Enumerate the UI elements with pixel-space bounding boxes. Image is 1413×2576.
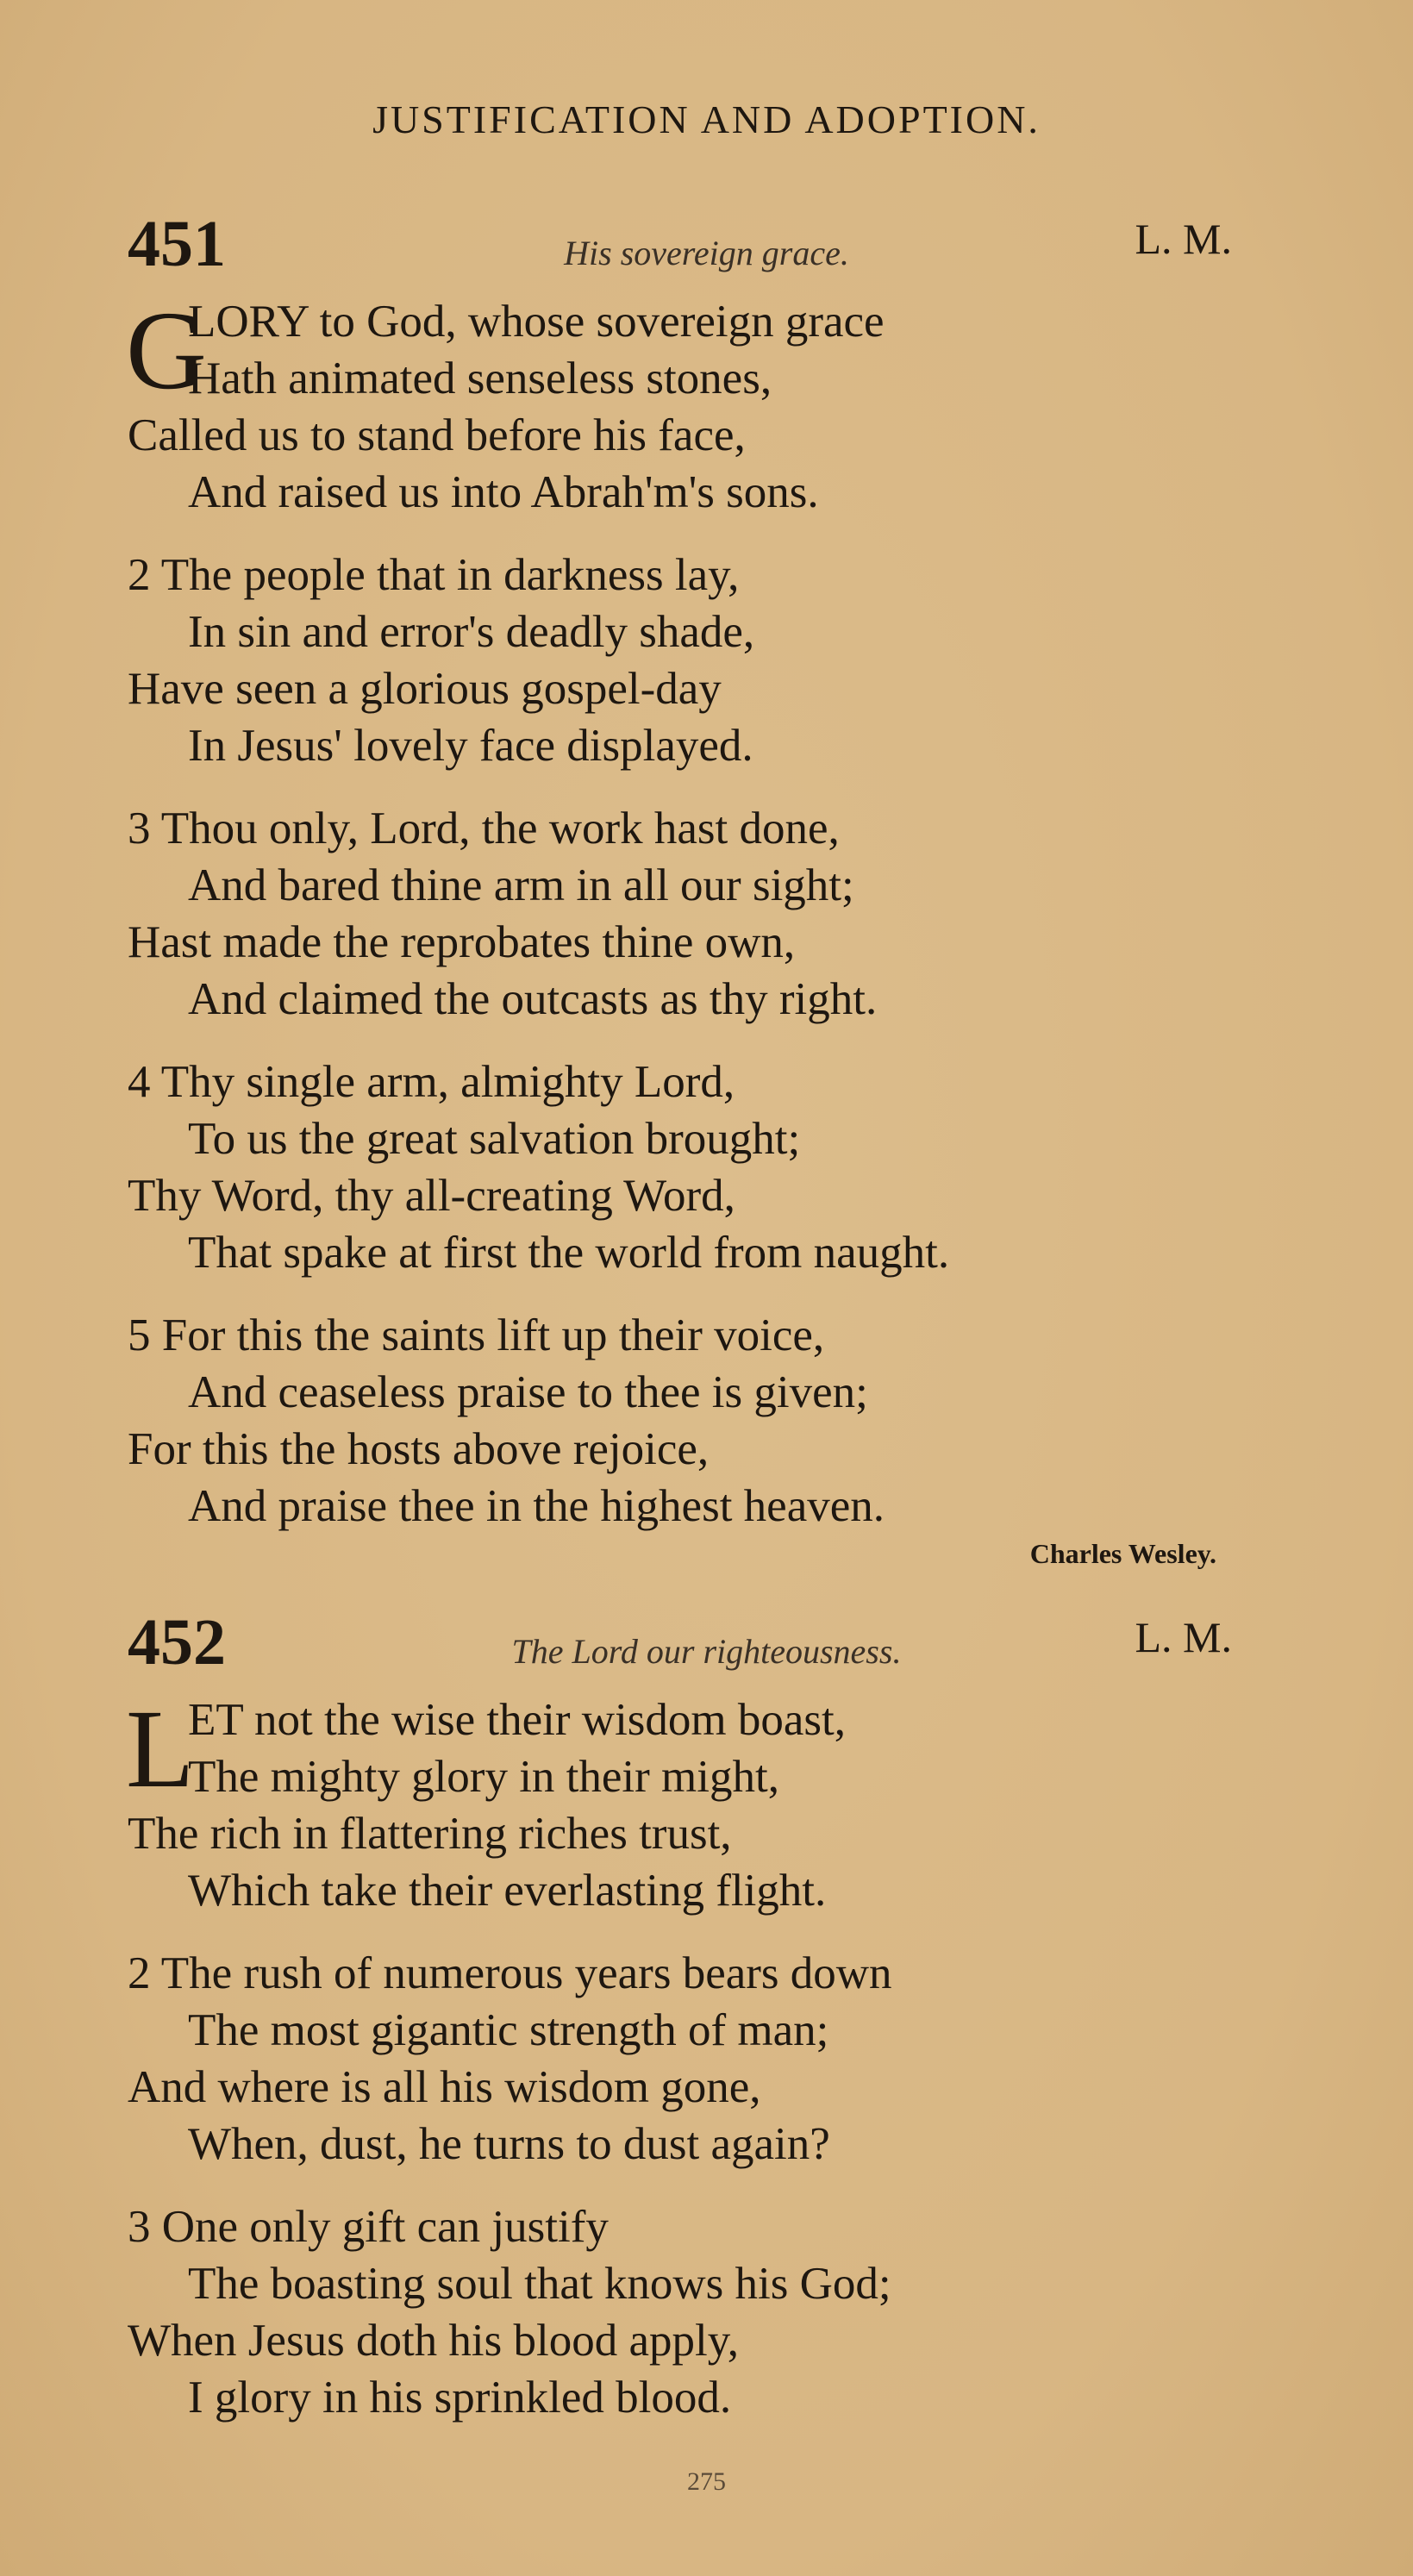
verse-line: When Jesus doth his blood apply, [128, 2316, 740, 2366]
hymn-452 [0, 1605, 1413, 2452]
verse-line: 3 Thou only, Lord, the work hast done, [128, 803, 840, 853]
verse-line: In sin and error's deadly shade, [188, 607, 755, 657]
verse-line: And where is all his wisdom gone, [128, 2062, 761, 2112]
verse-line: And praise thee in the highest heaven. [188, 1481, 885, 1531]
verse-line: And ceaseless praise to thee is given; [188, 1367, 868, 1417]
verse-line: The rich in flattering riches trust, [128, 1809, 732, 1859]
verse-line: ET not the wise their wisdom boast, [188, 1695, 847, 1745]
verse-line: That spake at first the world from naught. [188, 1228, 950, 1278]
hymn-header [0, 1605, 1413, 1691]
verse-line: The most gigantic strength of man; [188, 2005, 829, 2055]
stanza [0, 547, 1413, 774]
verse-line: The mighty glory in their might, [188, 1752, 779, 1802]
stanza [0, 1687, 1413, 1919]
page-number: 275 [687, 2467, 726, 2496]
verse-line: And bared thine arm in all our sight; [188, 860, 854, 910]
verse-line: And claimed the outcasts as thy right. [188, 974, 878, 1024]
stanza [0, 1307, 1413, 1535]
author-attribution: Charles Wesley. [1029, 1538, 1216, 1569]
hymn-meter: L. M. [1135, 215, 1232, 263]
hymn-title: His sovereign grace. [564, 234, 849, 272]
stanza [0, 2198, 1413, 2426]
verse-line: When, dust, he turns to dust again? [188, 2119, 830, 2169]
hymn-number: 452 [128, 1606, 226, 1679]
drop-cap: G [126, 289, 207, 413]
verse-line: Hast made the reprobates thine own, [128, 917, 796, 967]
verse-line: To us the great salvation brought; [188, 1114, 801, 1164]
running-head: JUSTIFICATION AND ADOPTION. [372, 97, 1041, 141]
verse-line: The boasting soul that knows his God; [188, 2259, 891, 2309]
stanza [0, 1054, 1413, 1281]
verse-line: 3 One only gift can justify [128, 2202, 609, 2252]
verse-line: 4 Thy single arm, almighty Lord, [128, 1057, 735, 1107]
stanza [0, 289, 1413, 521]
verse-line: For this the hosts above rejoice, [128, 1424, 710, 1474]
verse-line: 2 The rush of numerous years bears down [128, 1948, 892, 1998]
hymn-title: The Lord our righteousness. [511, 1632, 902, 1671]
verse-line: Hath animated senseless stones, [188, 353, 772, 403]
verse-line: LORY to God, whose sovereign grace [188, 297, 885, 347]
verse-line: I glory in his sprinkled blood. [188, 2373, 732, 2423]
stanza [0, 1945, 1413, 2173]
verse-line: 5 For this the saints lift up their voice, [128, 1310, 825, 1360]
verse-line: 2 The people that in darkness lay, [128, 550, 740, 600]
drop-cap: L [126, 1687, 195, 1811]
verse-line: In Jesus' lovely face displayed. [188, 721, 753, 771]
verse-line: Have seen a glorious gospel-day [128, 664, 722, 714]
verse-line: Which take their everlasting flight. [188, 1866, 827, 1916]
verse-line: Thy Word, thy all-creating Word, [128, 1171, 735, 1221]
stanza [0, 800, 1413, 1028]
hymn-meter: L. M. [1135, 1613, 1232, 1661]
hymn-number: 451 [128, 208, 226, 280]
verse-line: And raised us into Abrah'm's sons. [188, 467, 819, 517]
hymn-header [0, 207, 1413, 293]
verse-line: Called us to stand before his face, [128, 410, 746, 460]
hymn-451 [0, 207, 1413, 1570]
